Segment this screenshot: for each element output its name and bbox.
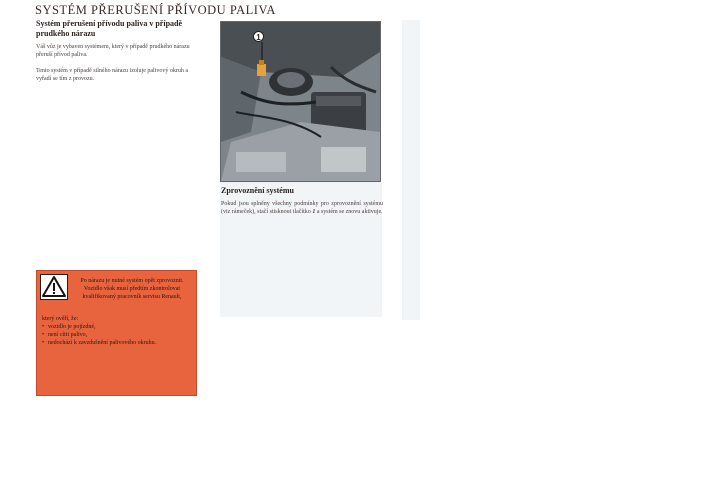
intro-paragraph-1: Váš vůz je vybaven systémem, který v případě prudkého nárazu přeruší přívod paliva. [36,44,190,58]
activation-text-start: Pokud jsou splněny všechny podmínky pro zprovoznění systému (viz rámeček), stačí stisknout tlačítko [221,201,383,215]
callout-number: 1 [253,31,264,42]
engine-bay-photo [220,21,381,182]
warning-text: Po nárazu je nutné systém opět zprovoznit. Vozidlo však musí předtím zkontrolovat kvalifikovaný pracovník servisu Renault, [80,278,184,300]
page-title: SYSTÉM PŘERUŠENÍ PŘÍVODU PALIVA [35,3,276,17]
warning-lead: který ověří, že: [42,316,79,322]
activation-title: Zprovoznění systému [221,186,294,195]
intro-paragraph-2: Tento systém v případě silného nárazu izoluje palivový okruh a vyřadí se tím z provozu. [36,68,189,82]
warning-list [42,323,192,347]
button-reference: 1 [312,209,316,215]
list-item: • vozidlo je pojízdné, [42,323,192,331]
list-item: • nedochází k zavzdušnění palivového okruhu. [42,339,192,347]
bleed-through-strip [402,20,420,320]
warning-triangle-icon [40,274,68,300]
engine-bay-illustration [221,22,380,181]
activation-text-end: a systém se znovu aktivuje. [315,209,383,215]
activation-text [221,200,383,216]
list-item: • není cítit palivo, [42,331,192,339]
section-subtitle: Systém přerušení přívodu paliva v případě prudkého nárazu [36,19,183,38]
warning-box [36,270,197,396]
